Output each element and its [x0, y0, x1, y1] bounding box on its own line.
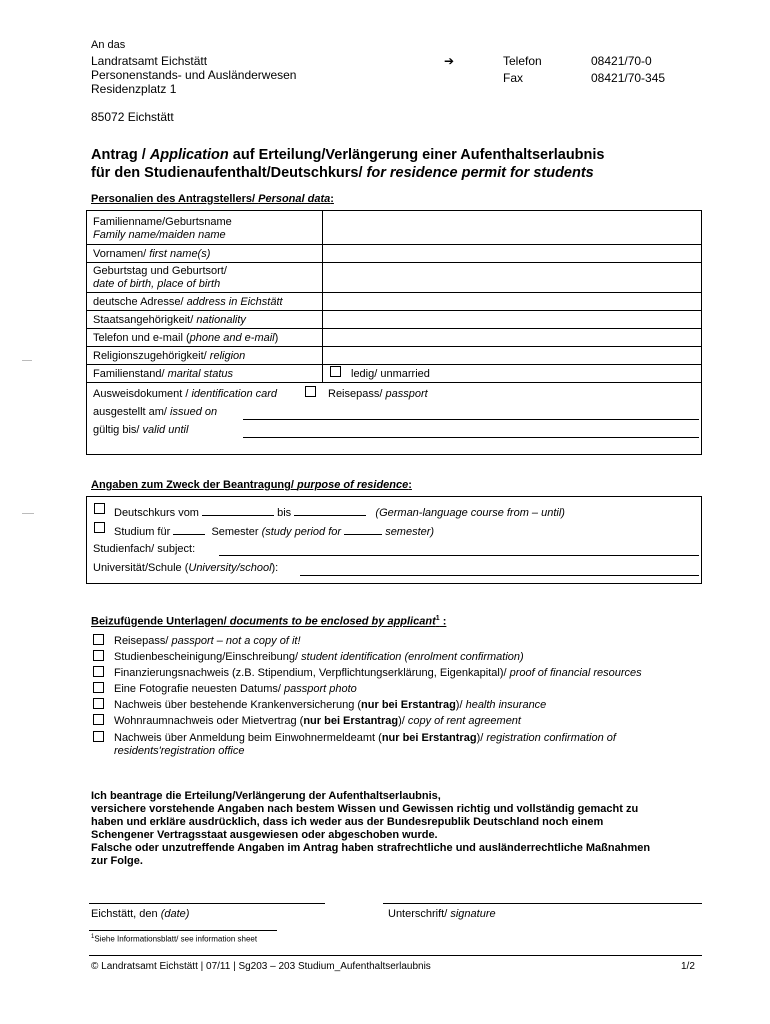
doc-photo-checkbox[interactable]: [93, 682, 104, 693]
date-label: Eichstätt, den (date): [91, 908, 190, 920]
footnote: $^1$Siehe Informationsblatt/ see information sheet: [91, 934, 258, 944]
table-rule: [86, 346, 702, 347]
issued-label: ausgestellt am/ issued on: [93, 406, 218, 418]
university-input-line[interactable]: [300, 575, 699, 576]
table-rule: [86, 382, 702, 383]
table-column-divider: [322, 210, 323, 383]
purpose-top-border: [86, 496, 702, 497]
address-field[interactable]: [324, 294, 700, 309]
doc-passport-label: Reisepass/ passport – not a copy of it!: [114, 635, 301, 647]
doc-enrolment-label: Studienbescheinigung/Einschreibung/ student identification (enrolment confirmation): [114, 651, 524, 663]
study-semester-field[interactable]: [173, 524, 205, 535]
table-rule: [86, 328, 702, 329]
doc-passport-checkbox[interactable]: [93, 634, 104, 645]
table-bottom-border: [86, 454, 702, 455]
family-name-label: Familienname/Geburtsname Family name/maiden name: [93, 216, 232, 241]
fax-value: 08421/70-345: [591, 71, 666, 85]
issued-input-line[interactable]: [243, 419, 699, 420]
german-course-checkbox[interactable]: [94, 503, 105, 514]
margin-mark: [22, 360, 32, 361]
doc-registration-checkbox[interactable]: [93, 731, 104, 742]
purpose-right-border: [701, 496, 702, 584]
purpose-left-border: [86, 496, 87, 584]
date-input-line[interactable]: [89, 903, 325, 904]
signature-input-line[interactable]: [383, 903, 702, 904]
doc-insurance-checkbox[interactable]: [93, 698, 104, 709]
passport-label: Reisepass/ passport: [328, 388, 428, 400]
page-number: 1/2: [681, 961, 695, 972]
birth-label: Geburtstag und Geburtsort/ date of birth, place of birth: [93, 265, 227, 290]
arrow-icon: ➔: [444, 54, 455, 68]
doc-enrolment-checkbox[interactable]: [93, 650, 104, 661]
table-rule: [86, 244, 702, 245]
declaration-text: Ich beantrage die Erteilung/Verlängerung der Aufenthaltserlaubnis, versichere vorstehende Angaben nach bestem Wissen und Gewissen richtig und vollständig gemacht zu haben und erkläre ausdrücklich, dass ich weder aus der Bundesrepublik Deutschland noch einem Schengener Vertragsstaat ausgewiesen oder abgeschoben wurde. Falsche oder unzutreffende Angaben im Antrag haben strafrechtliche und ausländerrechtliche Maßnahmen zur Folge.: [91, 790, 651, 867]
study-row: Studium für Semester (study period for semester): [114, 526, 435, 538]
nationality-label: Staatsangehörigkeit/ nationality: [93, 314, 246, 326]
recipient-line3: Residenzplatz 1: [91, 82, 177, 96]
doc-finance-checkbox[interactable]: [93, 666, 104, 677]
marital-label: Familienstand/ marital status: [93, 368, 234, 380]
first-name-field[interactable]: [324, 246, 700, 261]
phone-email-field[interactable]: [324, 330, 700, 345]
recipient-to: An das: [91, 39, 126, 51]
table-rule: [86, 262, 702, 263]
table-rule: [86, 364, 702, 365]
nationality-field[interactable]: [324, 312, 700, 327]
table-top-border: [86, 210, 702, 211]
doc-rent-label: Wohnraumnachweis oder Mietvertrag (nur bei Erstantrag)/ copy of rent agreement: [114, 715, 521, 727]
page-title-line1: Antrag / Application auf Erteilung/Verlängerung einer Aufenthaltserlaubnis: [91, 147, 605, 163]
unmarried-checkbox[interactable]: [330, 366, 341, 377]
doc-rent-checkbox[interactable]: [93, 714, 104, 725]
first-name-label: Vornamen/ first name(s): [93, 248, 211, 260]
family-name-field[interactable]: [324, 212, 700, 243]
footer-text: © Landratsamt Eichstätt | 07/11 | Sg203 – 203 Studium_Aufenthaltserlaubnis: [91, 961, 431, 972]
fax-label: Fax: [503, 71, 524, 85]
signature-label: Unterschrift/ signature: [388, 908, 496, 920]
id-document-label: Ausweisdokument / identification card: [93, 388, 278, 400]
german-course-row: Deutschkurs vom bis (German-language course from – until): [114, 507, 565, 519]
recipient-city: 85072 Eichstätt: [91, 110, 174, 124]
address-label: deutsche Adresse/ address in Eichstätt: [93, 296, 283, 308]
table-right-border: [701, 210, 702, 455]
personal-heading: Personalien des Antragstellers/ Personal data:: [91, 193, 334, 205]
phone-label: Telefon: [503, 54, 542, 68]
valid-label: gültig bis/ valid until: [93, 424, 189, 436]
birth-field[interactable]: [324, 264, 700, 291]
table-rule: [86, 310, 702, 311]
table-rule: [86, 292, 702, 293]
study-checkbox[interactable]: [94, 522, 105, 533]
recipient-line1: Landratsamt Eichstätt: [91, 54, 208, 68]
course-from-field[interactable]: [202, 505, 274, 516]
university-label: Universität/Schule (University/school):: [93, 562, 279, 574]
purpose-bottom-border: [86, 583, 702, 584]
margin-mark: [22, 513, 34, 514]
page-title-line2: für den Studienaufenthalt/Deutschkurs/ for residence permit for students: [91, 165, 594, 181]
course-until-field[interactable]: [294, 505, 366, 516]
phone-value: 08421/70-0: [591, 54, 652, 68]
doc-insurance-label: Nachweis über bestehende Krankenversicherung (nur bei Erstantrag)/ health insurance: [114, 699, 547, 711]
table-left-border: [86, 210, 87, 455]
subject-label: Studienfach/ subject:: [93, 543, 196, 555]
doc-registration-label: Nachweis über Anmeldung beim Einwohnermeldeamt (nur bei Erstantrag)/ registration confirmation of residents'registration office: [114, 732, 616, 757]
footnote-divider: [89, 930, 277, 931]
doc-photo-label: Eine Fotografie neuesten Datums/ passport photo: [114, 683, 357, 695]
passport-checkbox[interactable]: [305, 386, 316, 397]
recipient-line2: Personenstands- und Ausländerwesen: [91, 68, 297, 82]
religion-field[interactable]: [324, 348, 700, 363]
subject-input-line[interactable]: [219, 555, 699, 556]
unmarried-label: ledig/ unmarried: [351, 368, 430, 380]
doc-finance-label: Finanzierungsnachweis (z.B. Stipendium, Verpflichtungserklärung, Eigenkapital)/ proof of financial resources: [114, 667, 642, 679]
study-period-field[interactable]: [344, 524, 382, 535]
purpose-heading: Angaben zum Zweck der Beantragung/ purpose of residence:: [91, 479, 412, 491]
religion-label: Religionszugehörigkeit/ religion: [93, 350, 246, 362]
documents-heading: Beizufügende Unterlagen/ documents to be enclosed by applicant$^1$ :: [91, 615, 447, 628]
phone-email-label: Telefon und e-mail (phone and e-mail): [93, 332, 279, 344]
valid-input-line[interactable]: [243, 437, 699, 438]
footer-divider: [89, 955, 702, 956]
